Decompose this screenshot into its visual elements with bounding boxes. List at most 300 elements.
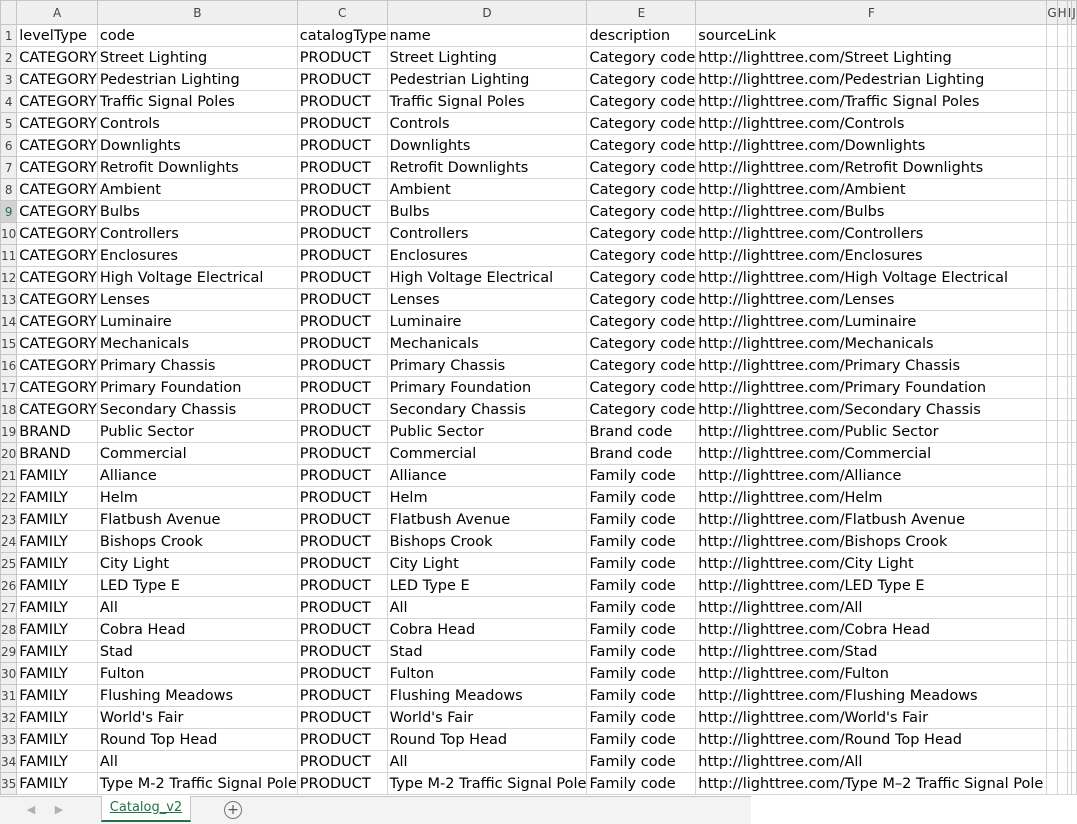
cell-a[interactable]: FAMILY [17,707,98,729]
cell-f[interactable] [696,685,1047,707]
cell-d[interactable]: Stad [387,641,587,663]
cell-d[interactable]: Traffic Signal Poles [387,91,587,113]
empty-cell[interactable] [1047,619,1057,641]
cell-f[interactable] [696,509,1047,531]
cell-d[interactable]: Controllers [387,223,587,245]
empty-cell[interactable] [1057,113,1067,135]
empty-cell[interactable] [1072,487,1077,509]
empty-cell[interactable] [1057,421,1067,443]
cell-b[interactable]: High Voltage Electrical [97,267,297,289]
empty-cell[interactable] [1047,377,1057,399]
cell-b[interactable]: Stad [97,641,297,663]
empty-cell[interactable] [1072,707,1077,729]
cell-b[interactable]: Lenses [97,289,297,311]
cell-c[interactable]: PRODUCT [297,553,387,575]
cell-a[interactable]: CATEGORY [17,135,98,157]
cell-c[interactable]: PRODUCT [297,707,387,729]
row-header[interactable]: 2 [1,47,17,69]
cell-e[interactable]: Family code [587,465,696,487]
cell-a[interactable]: FAMILY [17,465,98,487]
cell-d[interactable]: Fulton [387,663,587,685]
empty-cell[interactable] [1057,707,1067,729]
empty-cell[interactable] [1072,179,1077,201]
cell-f[interactable] [696,69,1047,91]
cell-f[interactable] [696,399,1047,421]
empty-cell[interactable] [1072,663,1077,685]
cell-c[interactable]: PRODUCT [297,751,387,773]
cell-b[interactable]: Flushing Meadows [97,685,297,707]
cell-c[interactable]: PRODUCT [297,113,387,135]
row-header[interactable]: 35 [1,773,17,795]
cell-d[interactable]: City Light [387,553,587,575]
row-header[interactable]: 32 [1,707,17,729]
cell-d[interactable]: Cobra Head [387,619,587,641]
empty-cell[interactable] [1057,531,1067,553]
cell-b[interactable]: Alliance [97,465,297,487]
empty-cell[interactable] [1057,663,1067,685]
empty-cell[interactable] [1057,333,1067,355]
cell-c[interactable]: PRODUCT [297,773,387,795]
cell-f[interactable] [696,729,1047,751]
cell-a[interactable]: CATEGORY [17,333,98,355]
empty-cell[interactable] [1072,47,1077,69]
cell-e[interactable]: Family code [587,597,696,619]
cell-e[interactable]: Category code [587,91,696,113]
cell-b[interactable]: Bishops Crook [97,531,297,553]
empty-cell[interactable] [1047,509,1057,531]
empty-cell[interactable] [1047,663,1057,685]
add-sheet-icon[interactable]: + [224,801,242,819]
cell-c[interactable]: PRODUCT [297,399,387,421]
cell-c[interactable]: PRODUCT [297,377,387,399]
empty-cell[interactable] [1047,707,1057,729]
cell-c[interactable]: PRODUCT [297,69,387,91]
cell-e[interactable]: Category code [587,245,696,267]
cell-b[interactable]: Round Top Head [97,729,297,751]
cell-e[interactable]: Category code [587,69,696,91]
cell-a[interactable]: CATEGORY [17,399,98,421]
empty-cell[interactable] [1057,443,1067,465]
empty-cell[interactable] [1047,729,1057,751]
cell-a[interactable]: FAMILY [17,487,98,509]
cell-e[interactable]: Category code [587,179,696,201]
row-header[interactable]: 9 [1,201,17,223]
cell-c[interactable]: catalogType [297,25,387,47]
empty-cell[interactable] [1072,91,1077,113]
row-header[interactable]: 21 [1,465,17,487]
empty-cell[interactable] [1057,575,1067,597]
empty-cell[interactable] [1057,91,1067,113]
empty-cell[interactable] [1047,113,1057,135]
cell-e[interactable]: Category code [587,157,696,179]
empty-cell[interactable] [1057,201,1067,223]
empty-cell[interactable] [1072,135,1077,157]
row-header[interactable]: 11 [1,245,17,267]
cell-f[interactable] [696,289,1047,311]
row-header[interactable]: 4 [1,91,17,113]
cell-b[interactable]: Cobra Head [97,619,297,641]
cell-e[interactable]: Family code [587,531,696,553]
empty-cell[interactable] [1072,619,1077,641]
cell-d[interactable]: Controls [387,113,587,135]
cell-d[interactable]: Public Sector [387,421,587,443]
cell-c[interactable]: PRODUCT [297,531,387,553]
empty-cell[interactable] [1057,377,1067,399]
empty-cell[interactable] [1047,465,1057,487]
empty-cell[interactable] [1072,575,1077,597]
cell-c[interactable]: PRODUCT [297,729,387,751]
cell-f[interactable] [696,619,1047,641]
cell-c[interactable]: PRODUCT [297,641,387,663]
cell-a[interactable]: FAMILY [17,531,98,553]
cell-a[interactable]: FAMILY [17,597,98,619]
empty-cell[interactable] [1072,531,1077,553]
cell-d[interactable]: All [387,751,587,773]
cell-e[interactable]: Category code [587,355,696,377]
cell-e[interactable]: Family code [587,509,696,531]
cell-c[interactable]: PRODUCT [297,487,387,509]
cell-e[interactable]: Category code [587,289,696,311]
cell-e[interactable]: Family code [587,707,696,729]
row-header[interactable]: 10 [1,223,17,245]
cell-c[interactable]: PRODUCT [297,465,387,487]
cell-b[interactable]: All [97,751,297,773]
row-header[interactable]: 29 [1,641,17,663]
cell-e[interactable]: Category code [587,223,696,245]
cell-d[interactable]: LED Type E [387,575,587,597]
cell-d[interactable]: All [387,597,587,619]
row-header[interactable]: 1 [1,25,17,47]
cell-b[interactable]: Enclosures [97,245,297,267]
empty-cell[interactable] [1047,575,1057,597]
empty-cell[interactable] [1072,773,1077,795]
row-header[interactable]: 33 [1,729,17,751]
cell-d[interactable]: Retrofit Downlights [387,157,587,179]
row-header[interactable]: 31 [1,685,17,707]
empty-cell[interactable] [1072,377,1077,399]
empty-cell[interactable] [1047,443,1057,465]
column-header-a[interactable]: A [17,1,98,25]
empty-cell[interactable] [1047,333,1057,355]
empty-cell[interactable] [1047,487,1057,509]
cell-b[interactable]: Downlights [97,135,297,157]
row-header[interactable]: 28 [1,619,17,641]
empty-cell[interactable] [1072,113,1077,135]
cell-b[interactable]: Ambient [97,179,297,201]
cell-f[interactable] [696,641,1047,663]
cell-e[interactable]: Family code [587,663,696,685]
sheet-tab-catalog-v2[interactable]: Catalog_v2 [101,796,191,822]
cell-a[interactable]: FAMILY [17,729,98,751]
column-header-f[interactable]: F [696,1,1047,25]
empty-cell[interactable] [1057,773,1067,795]
empty-cell[interactable] [1057,69,1067,91]
empty-cell[interactable] [1072,509,1077,531]
empty-cell[interactable] [1057,25,1067,47]
empty-cell[interactable] [1072,245,1077,267]
empty-cell[interactable] [1072,597,1077,619]
empty-cell[interactable] [1072,399,1077,421]
cell-f[interactable] [696,179,1047,201]
cell-c[interactable]: PRODUCT [297,663,387,685]
row-header[interactable]: 15 [1,333,17,355]
cell-b[interactable]: Luminaire [97,311,297,333]
empty-cell[interactable] [1057,355,1067,377]
empty-cell[interactable] [1047,553,1057,575]
cell-d[interactable]: World's Fair [387,707,587,729]
cell-d[interactable]: Lenses [387,289,587,311]
cell-b[interactable]: World's Fair [97,707,297,729]
cell-a[interactable]: FAMILY [17,619,98,641]
empty-cell[interactable] [1047,399,1057,421]
empty-cell[interactable] [1057,311,1067,333]
cell-b[interactable]: Traffic Signal Poles [97,91,297,113]
cell-a[interactable]: FAMILY [17,663,98,685]
row-header[interactable]: 13 [1,289,17,311]
cell-f[interactable] [696,575,1047,597]
cell-f[interactable] [696,443,1047,465]
cell-e[interactable]: Category code [587,399,696,421]
empty-cell[interactable] [1057,553,1067,575]
cell-c[interactable]: PRODUCT [297,267,387,289]
cell-f[interactable] [696,223,1047,245]
row-header[interactable]: 8 [1,179,17,201]
cell-f[interactable] [696,531,1047,553]
empty-cell[interactable] [1057,641,1067,663]
cell-e[interactable]: Category code [587,267,696,289]
cell-b[interactable]: Secondary Chassis [97,399,297,421]
empty-cell[interactable] [1072,157,1077,179]
empty-cell[interactable] [1072,311,1077,333]
empty-cell[interactable] [1072,333,1077,355]
cell-b[interactable]: Pedestrian Lighting [97,69,297,91]
row-header[interactable]: 27 [1,597,17,619]
cell-d[interactable]: Alliance [387,465,587,487]
cell-c[interactable]: PRODUCT [297,91,387,113]
row-header[interactable]: 14 [1,311,17,333]
cell-f[interactable] [696,311,1047,333]
cell-a[interactable]: CATEGORY [17,311,98,333]
empty-cell[interactable] [1072,641,1077,663]
cell-e[interactable]: Family code [587,575,696,597]
cell-a[interactable]: CATEGORY [17,91,98,113]
empty-cell[interactable] [1072,267,1077,289]
column-header-b[interactable]: B [97,1,297,25]
cell-c[interactable]: PRODUCT [297,443,387,465]
cell-e[interactable]: Category code [587,135,696,157]
empty-cell[interactable] [1047,179,1057,201]
empty-cell[interactable] [1072,201,1077,223]
cell-b[interactable]: Flatbush Avenue [97,509,297,531]
cell-c[interactable]: PRODUCT [297,201,387,223]
empty-cell[interactable] [1047,531,1057,553]
column-header-e[interactable]: E [587,1,696,25]
empty-cell[interactable] [1047,289,1057,311]
cell-a[interactable]: CATEGORY [17,69,98,91]
cell-f[interactable] [696,267,1047,289]
cell-b[interactable]: Type M-2 Traffic Signal Pole [97,773,297,795]
cell-d[interactable]: Secondary Chassis [387,399,587,421]
cell-a[interactable]: CATEGORY [17,201,98,223]
row-header[interactable]: 7 [1,157,17,179]
cell-c[interactable]: PRODUCT [297,509,387,531]
cell-d[interactable]: Bishops Crook [387,531,587,553]
cell-f[interactable] [696,663,1047,685]
cell-a[interactable]: CATEGORY [17,113,98,135]
cell-d[interactable]: Round Top Head [387,729,587,751]
row-header[interactable]: 20 [1,443,17,465]
cell-e[interactable]: Brand code [587,421,696,443]
cell-a[interactable]: FAMILY [17,641,98,663]
empty-cell[interactable] [1047,25,1057,47]
row-header[interactable]: 5 [1,113,17,135]
cell-c[interactable]: PRODUCT [297,597,387,619]
cell-a[interactable]: CATEGORY [17,377,98,399]
cell-a[interactable]: FAMILY [17,575,98,597]
empty-cell[interactable] [1057,179,1067,201]
select-all-corner[interactable] [1,1,17,25]
column-header-h[interactable]: H [1057,1,1067,25]
column-header-d[interactable]: D [387,1,587,25]
empty-cell[interactable] [1057,47,1067,69]
cell-e[interactable]: Category code [587,311,696,333]
row-header[interactable]: 17 [1,377,17,399]
cell-f[interactable] [696,245,1047,267]
cell-d[interactable]: Mechanicals [387,333,587,355]
cell-a[interactable]: FAMILY [17,509,98,531]
cell-b[interactable]: Fulton [97,663,297,685]
empty-cell[interactable] [1057,619,1067,641]
cell-b[interactable]: Commercial [97,443,297,465]
empty-cell[interactable] [1057,267,1067,289]
cell-a[interactable]: BRAND [17,421,98,443]
cell-e[interactable]: description [587,25,696,47]
cell-e[interactable]: Brand code [587,443,696,465]
cell-c[interactable]: PRODUCT [297,135,387,157]
empty-cell[interactable] [1057,399,1067,421]
cell-c[interactable]: PRODUCT [297,619,387,641]
cell-a[interactable]: FAMILY [17,773,98,795]
cell-f[interactable] [696,135,1047,157]
cell-b[interactable]: All [97,597,297,619]
row-header[interactable]: 16 [1,355,17,377]
cell-e[interactable]: Category code [587,201,696,223]
cell-d[interactable]: Pedestrian Lighting [387,69,587,91]
scroll-left-icon[interactable]: ◀ [26,803,36,816]
cell-f[interactable] [696,597,1047,619]
row-header[interactable]: 3 [1,69,17,91]
empty-cell[interactable] [1047,69,1057,91]
cell-b[interactable]: Helm [97,487,297,509]
empty-cell[interactable] [1047,47,1057,69]
cell-e[interactable]: Category code [587,333,696,355]
cell-d[interactable]: Helm [387,487,587,509]
empty-cell[interactable] [1072,751,1077,773]
empty-cell[interactable] [1057,509,1067,531]
row-header[interactable]: 34 [1,751,17,773]
empty-cell[interactable] [1047,135,1057,157]
empty-cell[interactable] [1047,421,1057,443]
empty-cell[interactable] [1057,135,1067,157]
empty-cell[interactable] [1072,223,1077,245]
row-header[interactable]: 24 [1,531,17,553]
column-header-i[interactable]: I [1067,1,1072,25]
cell-c[interactable]: PRODUCT [297,355,387,377]
empty-cell[interactable] [1057,157,1067,179]
empty-cell[interactable] [1047,223,1057,245]
empty-cell[interactable] [1047,311,1057,333]
cell-f[interactable] [696,377,1047,399]
empty-cell[interactable] [1072,355,1077,377]
empty-cell[interactable] [1047,245,1057,267]
empty-cell[interactable] [1057,465,1067,487]
cell-f[interactable] [696,355,1047,377]
cell-b[interactable]: Street Lighting [97,47,297,69]
cell-b[interactable]: LED Type E [97,575,297,597]
cell-d[interactable]: Commercial [387,443,587,465]
row-header[interactable]: 12 [1,267,17,289]
cell-e[interactable]: Family code [587,773,696,795]
cell-b[interactable]: Controllers [97,223,297,245]
cell-f[interactable] [696,707,1047,729]
cell-c[interactable]: PRODUCT [297,575,387,597]
row-header[interactable]: 25 [1,553,17,575]
empty-cell[interactable] [1047,355,1057,377]
cell-e[interactable]: Family code [587,729,696,751]
cell-a[interactable]: CATEGORY [17,245,98,267]
row-header[interactable]: 6 [1,135,17,157]
empty-cell[interactable] [1047,91,1057,113]
cell-f[interactable] [696,25,1047,47]
empty-cell[interactable] [1047,685,1057,707]
cell-c[interactable]: PRODUCT [297,223,387,245]
cell-b[interactable]: Primary Chassis [97,355,297,377]
cell-e[interactable]: Family code [587,619,696,641]
cell-c[interactable]: PRODUCT [297,179,387,201]
empty-cell[interactable] [1057,289,1067,311]
cell-f[interactable] [696,487,1047,509]
cell-c[interactable]: PRODUCT [297,245,387,267]
cell-f[interactable] [696,47,1047,69]
empty-cell[interactable] [1057,245,1067,267]
cell-a[interactable]: CATEGORY [17,289,98,311]
row-header[interactable]: 26 [1,575,17,597]
row-header[interactable]: 30 [1,663,17,685]
cell-b[interactable]: Retrofit Downlights [97,157,297,179]
cell-b[interactable]: code [97,25,297,47]
empty-cell[interactable] [1057,751,1067,773]
empty-cell[interactable] [1047,267,1057,289]
cell-a[interactable]: BRAND [17,443,98,465]
cell-e[interactable]: Category code [587,377,696,399]
cell-b[interactable]: City Light [97,553,297,575]
cell-c[interactable]: PRODUCT [297,311,387,333]
cell-c[interactable]: PRODUCT [297,47,387,69]
row-header[interactable]: 19 [1,421,17,443]
empty-cell[interactable] [1057,729,1067,751]
cell-f[interactable] [696,113,1047,135]
cell-b[interactable]: Primary Foundation [97,377,297,399]
cell-a[interactable]: CATEGORY [17,157,98,179]
cell-f[interactable] [696,421,1047,443]
cell-c[interactable]: PRODUCT [297,421,387,443]
column-header-c[interactable]: C [297,1,387,25]
cell-f[interactable] [696,751,1047,773]
cell-b[interactable]: Bulbs [97,201,297,223]
empty-cell[interactable] [1072,729,1077,751]
empty-cell[interactable] [1047,597,1057,619]
cell-d[interactable]: High Voltage Electrical [387,267,587,289]
